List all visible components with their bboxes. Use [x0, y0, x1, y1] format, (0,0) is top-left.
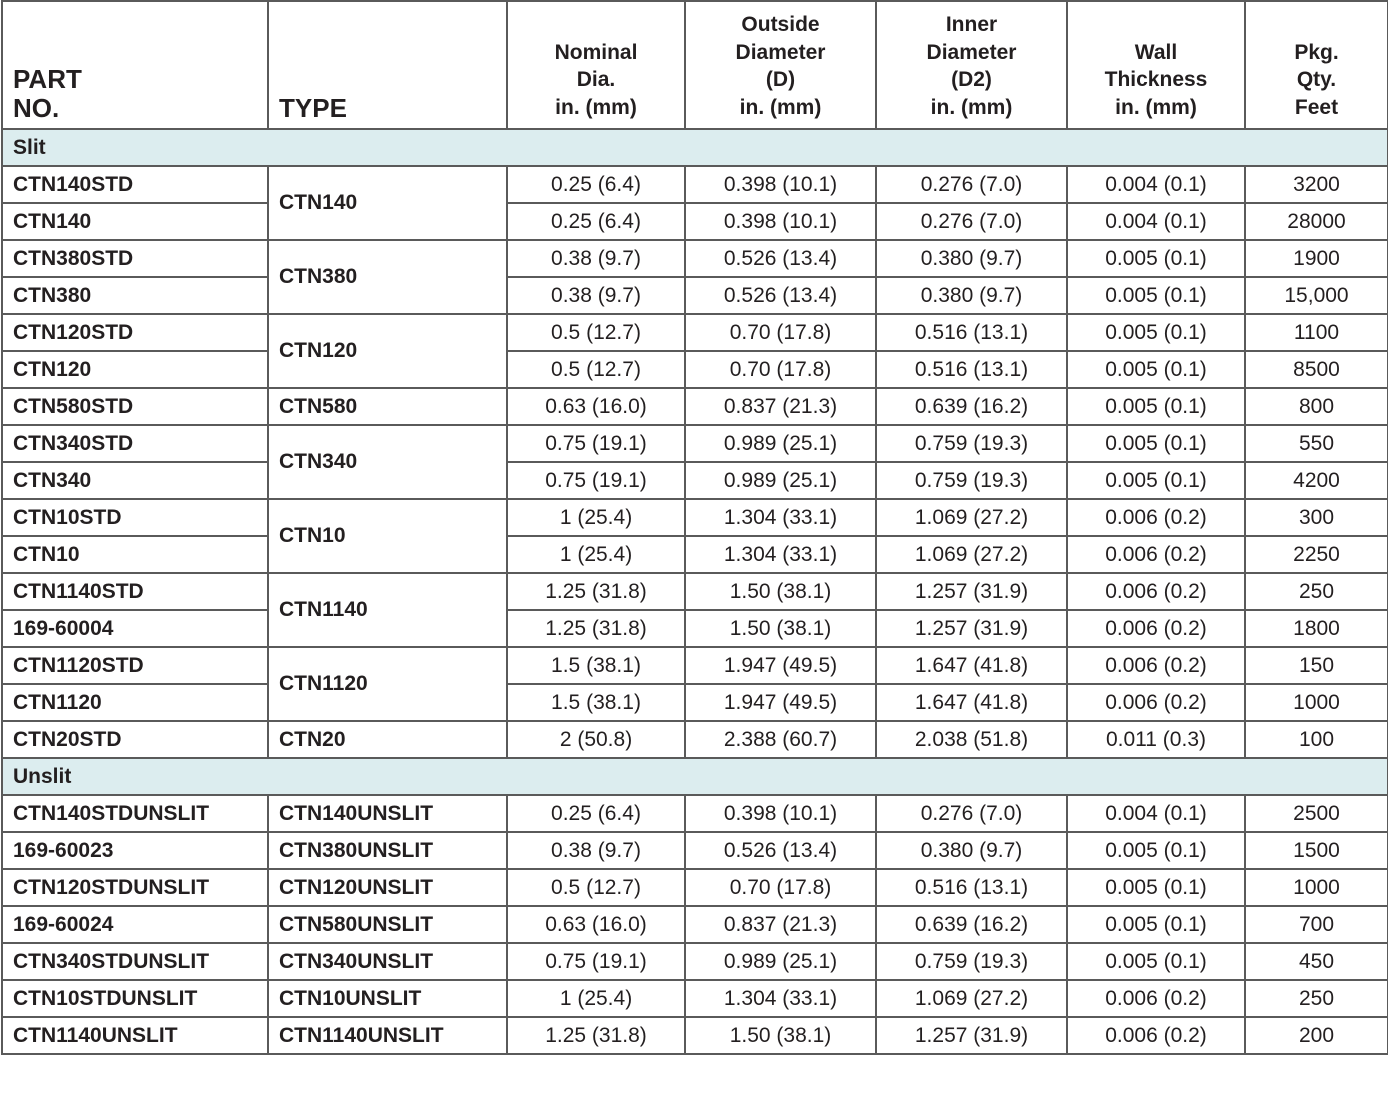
- header-line: (D2): [951, 68, 992, 91]
- header-line: in. (mm): [555, 95, 637, 119]
- part-no-cell: CTN10STDUNSLIT: [2, 980, 268, 1017]
- wall-thickness-cell: 0.011 (0.3): [1067, 721, 1245, 758]
- part-no-cell: CTN20STD: [2, 721, 268, 758]
- part-no-cell: CTN380: [2, 277, 268, 314]
- wall-thickness-cell: 0.005 (0.1): [1067, 277, 1245, 314]
- outside-diameter-cell: 1.304 (33.1): [685, 536, 876, 573]
- nominal-dia-cell: 2 (50.8): [507, 721, 685, 758]
- inner-diameter-cell: 0.759 (19.3): [876, 462, 1067, 499]
- table-body: [2, 129, 1388, 1054]
- outside-diameter-cell: 0.526 (13.4): [685, 240, 876, 277]
- pkg-qty-cell: 550: [1245, 425, 1388, 462]
- pkg-qty-cell: 1800: [1245, 610, 1388, 647]
- type-cell: CTN120UNSLIT: [268, 869, 507, 906]
- part-no-cell: CTN1120: [2, 684, 268, 721]
- pkg-qty-cell: 700: [1245, 906, 1388, 943]
- outside-diameter-cell: 0.526 (13.4): [685, 277, 876, 314]
- inner-diameter-cell: 1.257 (31.9): [876, 573, 1067, 610]
- inner-diameter-cell: 0.516 (13.1): [876, 314, 1067, 351]
- table-row: [2, 314, 1388, 351]
- inner-diameter-cell: 2.038 (51.8): [876, 721, 1067, 758]
- inner-diameter-cell: 0.276 (7.0): [876, 795, 1067, 832]
- type-cell: CTN120: [268, 314, 507, 388]
- part-no-cell: 169-60023: [2, 832, 268, 869]
- header-nominal-dia: [507, 1, 685, 129]
- nominal-dia-cell: 0.25 (6.4): [507, 166, 685, 203]
- part-no-cell: CTN120STD: [2, 314, 268, 351]
- part-no-cell: CTN340: [2, 462, 268, 499]
- wall-thickness-cell: 0.005 (0.1): [1067, 832, 1245, 869]
- header-line: NO.: [13, 93, 60, 123]
- nominal-dia-cell: 0.25 (6.4): [507, 203, 685, 240]
- wall-thickness-cell: 0.005 (0.1): [1067, 906, 1245, 943]
- part-no-cell: CTN140: [2, 203, 268, 240]
- inner-diameter-cell: 0.380 (9.7): [876, 832, 1067, 869]
- table-row: [2, 388, 1388, 425]
- part-no-cell: CTN340STD: [2, 425, 268, 462]
- inner-diameter-cell: 0.639 (16.2): [876, 906, 1067, 943]
- pkg-qty-cell: 1900: [1245, 240, 1388, 277]
- wall-thickness-cell: 0.004 (0.1): [1067, 166, 1245, 203]
- inner-diameter-cell: 1.257 (31.9): [876, 610, 1067, 647]
- header-inner-diameter: [876, 1, 1067, 129]
- part-no-cell: CTN140STD: [2, 166, 268, 203]
- nominal-dia-cell: 1.25 (31.8): [507, 610, 685, 647]
- part-no-cell: CTN140STDUNSLIT: [2, 795, 268, 832]
- table-row: [2, 980, 1388, 1017]
- nominal-dia-cell: 1.5 (38.1): [507, 684, 685, 721]
- header-pkg-qty: [1245, 1, 1388, 129]
- table-row: [2, 166, 1388, 203]
- wall-thickness-cell: 0.006 (0.2): [1067, 573, 1245, 610]
- inner-diameter-cell: 0.516 (13.1): [876, 351, 1067, 388]
- wall-thickness-cell: 0.006 (0.2): [1067, 499, 1245, 536]
- wall-thickness-cell: 0.006 (0.2): [1067, 684, 1245, 721]
- nominal-dia-cell: 0.38 (9.7): [507, 277, 685, 314]
- wall-thickness-cell: 0.004 (0.1): [1067, 795, 1245, 832]
- outside-diameter-cell: 0.70 (17.8): [685, 869, 876, 906]
- inner-diameter-cell: 1.069 (27.2): [876, 499, 1067, 536]
- type-cell: CTN580: [268, 388, 507, 425]
- inner-diameter-cell: 0.516 (13.1): [876, 869, 1067, 906]
- outside-diameter-cell: 1.50 (38.1): [685, 573, 876, 610]
- outside-diameter-cell: 1.304 (33.1): [685, 980, 876, 1017]
- inner-diameter-cell: 0.276 (7.0): [876, 166, 1067, 203]
- wall-thickness-cell: 0.005 (0.1): [1067, 351, 1245, 388]
- outside-diameter-cell: 0.837 (21.3): [685, 388, 876, 425]
- part-no-cell: CTN10: [2, 536, 268, 573]
- header-part-no: [2, 1, 268, 129]
- header-line: Outside: [741, 13, 820, 36]
- header-line: in. (mm): [1115, 95, 1197, 119]
- nominal-dia-cell: 1.25 (31.8): [507, 1017, 685, 1054]
- wall-thickness-cell: 0.005 (0.1): [1067, 425, 1245, 462]
- nominal-dia-cell: 0.75 (19.1): [507, 462, 685, 499]
- header-line: Diameter: [926, 40, 1017, 64]
- nominal-dia-cell: 0.5 (12.7): [507, 314, 685, 351]
- inner-diameter-cell: 0.759 (19.3): [876, 943, 1067, 980]
- section-header-row: [2, 758, 1388, 795]
- pkg-qty-cell: 1100: [1245, 314, 1388, 351]
- pkg-qty-cell: 15,000: [1245, 277, 1388, 314]
- nominal-dia-cell: 0.63 (16.0): [507, 388, 685, 425]
- outside-diameter-cell: 1.304 (33.1): [685, 499, 876, 536]
- outside-diameter-cell: 0.398 (10.1): [685, 203, 876, 240]
- header-type: [268, 1, 507, 129]
- wall-thickness-cell: 0.006 (0.2): [1067, 647, 1245, 684]
- pkg-qty-cell: 1000: [1245, 684, 1388, 721]
- wall-thickness-cell: 0.006 (0.2): [1067, 536, 1245, 573]
- wall-thickness-cell: 0.005 (0.1): [1067, 943, 1245, 980]
- part-no-cell: CTN580STD: [2, 388, 268, 425]
- pkg-qty-cell: 250: [1245, 573, 1388, 610]
- nominal-dia-cell: 1.25 (31.8): [507, 573, 685, 610]
- table-row: [2, 832, 1388, 869]
- inner-diameter-cell: 0.759 (19.3): [876, 425, 1067, 462]
- table-row: [2, 610, 1388, 647]
- pkg-qty-cell: 200: [1245, 1017, 1388, 1054]
- inner-diameter-cell: 0.639 (16.2): [876, 388, 1067, 425]
- table-row: [2, 462, 1388, 499]
- outside-diameter-cell: 0.989 (25.1): [685, 943, 876, 980]
- type-cell: CTN10UNSLIT: [268, 980, 507, 1017]
- pkg-qty-cell: 8500: [1245, 351, 1388, 388]
- wall-thickness-cell: 0.005 (0.1): [1067, 240, 1245, 277]
- wall-thickness-cell: 0.004 (0.1): [1067, 203, 1245, 240]
- outside-diameter-cell: 0.398 (10.1): [685, 166, 876, 203]
- type-cell: CTN340: [268, 425, 507, 499]
- nominal-dia-cell: 0.38 (9.7): [507, 240, 685, 277]
- type-cell: CTN1120: [268, 647, 507, 721]
- table-row: [2, 277, 1388, 314]
- part-no-cell: CTN1120STD: [2, 647, 268, 684]
- header-line: (D): [765, 68, 796, 91]
- nominal-dia-cell: 0.38 (9.7): [507, 832, 685, 869]
- nominal-dia-cell: 0.75 (19.1): [507, 943, 685, 980]
- table-row: [2, 943, 1388, 980]
- pkg-qty-cell: 2250: [1245, 536, 1388, 573]
- nominal-dia-cell: 1 (25.4): [507, 536, 685, 573]
- table-row: [2, 906, 1388, 943]
- header-line: Nominal: [554, 40, 638, 64]
- type-cell: CTN140UNSLIT: [268, 795, 507, 832]
- header-wall-thickness: [1067, 1, 1245, 129]
- pkg-qty-cell: 450: [1245, 943, 1388, 980]
- type-cell: CTN140: [268, 166, 507, 240]
- header-outside-diameter: [685, 1, 876, 129]
- section-label: Slit: [2, 129, 1388, 166]
- outside-diameter-cell: 1.50 (38.1): [685, 1017, 876, 1054]
- header-line: PART: [13, 64, 82, 94]
- pkg-qty-cell: 100: [1245, 721, 1388, 758]
- inner-diameter-cell: 1.069 (27.2): [876, 980, 1067, 1017]
- outside-diameter-cell: 0.70 (17.8): [685, 314, 876, 351]
- outside-diameter-cell: 2.388 (60.7): [685, 721, 876, 758]
- table-row: [2, 425, 1388, 462]
- part-no-cell: CTN380STD: [2, 240, 268, 277]
- table-row: [2, 499, 1388, 536]
- header-line: TYPE: [279, 93, 347, 123]
- wall-thickness-cell: 0.005 (0.1): [1067, 869, 1245, 906]
- type-cell: CTN1140: [268, 573, 507, 647]
- pkg-qty-cell: 300: [1245, 499, 1388, 536]
- header-line: Diameter: [735, 40, 826, 64]
- outside-diameter-cell: 0.398 (10.1): [685, 795, 876, 832]
- part-no-cell: 169-60004: [2, 610, 268, 647]
- outside-diameter-cell: 0.989 (25.1): [685, 462, 876, 499]
- header-line: Wall: [1134, 40, 1178, 64]
- type-cell: CTN580UNSLIT: [268, 906, 507, 943]
- type-cell: CTN1140UNSLIT: [268, 1017, 507, 1054]
- table-row: [2, 684, 1388, 721]
- table-row: [2, 721, 1388, 758]
- part-no-cell: CTN10STD: [2, 499, 268, 536]
- section-header-row: [2, 129, 1388, 166]
- header-row: [2, 1, 1388, 129]
- table-row: [2, 351, 1388, 388]
- outside-diameter-cell: 1.947 (49.5): [685, 647, 876, 684]
- part-no-cell: CTN120STDUNSLIT: [2, 869, 268, 906]
- outside-diameter-cell: 0.526 (13.4): [685, 832, 876, 869]
- nominal-dia-cell: 0.5 (12.7): [507, 351, 685, 388]
- type-cell: CTN20: [268, 721, 507, 758]
- inner-diameter-cell: 1.647 (41.8): [876, 684, 1067, 721]
- header-line: in. (mm): [739, 95, 822, 119]
- table-row: [2, 536, 1388, 573]
- part-no-cell: CTN120: [2, 351, 268, 388]
- pkg-qty-cell: 150: [1245, 647, 1388, 684]
- outside-diameter-cell: 0.70 (17.8): [685, 351, 876, 388]
- part-no-cell: 169-60024: [2, 906, 268, 943]
- header-line: in. (mm): [930, 95, 1013, 119]
- inner-diameter-cell: 1.257 (31.9): [876, 1017, 1067, 1054]
- inner-diameter-cell: 0.380 (9.7): [876, 277, 1067, 314]
- pkg-qty-cell: 2500: [1245, 795, 1388, 832]
- type-cell: CTN380UNSLIT: [268, 832, 507, 869]
- type-cell: CTN340UNSLIT: [268, 943, 507, 980]
- pkg-qty-cell: 4200: [1245, 462, 1388, 499]
- table-row: [2, 647, 1388, 684]
- section-label: Unslit: [2, 758, 1388, 795]
- table-row: [2, 869, 1388, 906]
- header-line: Feet: [1294, 95, 1339, 119]
- header-line: Inner: [945, 13, 998, 36]
- inner-diameter-cell: 0.380 (9.7): [876, 240, 1067, 277]
- wall-thickness-cell: 0.005 (0.1): [1067, 388, 1245, 425]
- nominal-dia-cell: 0.5 (12.7): [507, 869, 685, 906]
- inner-diameter-cell: 0.276 (7.0): [876, 203, 1067, 240]
- part-no-cell: CTN1140STD: [2, 573, 268, 610]
- pkg-qty-cell: 800: [1245, 388, 1388, 425]
- header-line: Dia.: [576, 68, 616, 91]
- pkg-qty-cell: 250: [1245, 980, 1388, 1017]
- header-line: Pkg.: [1294, 40, 1339, 64]
- nominal-dia-cell: 0.63 (16.0): [507, 906, 685, 943]
- pkg-qty-cell: 1500: [1245, 832, 1388, 869]
- wall-thickness-cell: 0.006 (0.2): [1067, 1017, 1245, 1054]
- nominal-dia-cell: 1 (25.4): [507, 980, 685, 1017]
- part-no-cell: CTN1140UNSLIT: [2, 1017, 268, 1054]
- outside-diameter-cell: 1.50 (38.1): [685, 610, 876, 647]
- pkg-qty-cell: 1000: [1245, 869, 1388, 906]
- nominal-dia-cell: 1.5 (38.1): [507, 647, 685, 684]
- nominal-dia-cell: 1 (25.4): [507, 499, 685, 536]
- type-cell: CTN380: [268, 240, 507, 314]
- table-row: [2, 795, 1388, 832]
- table-row: [2, 573, 1388, 610]
- product-spec-table: [1, 0, 1388, 1055]
- outside-diameter-cell: 0.837 (21.3): [685, 906, 876, 943]
- pkg-qty-cell: 3200: [1245, 166, 1388, 203]
- wall-thickness-cell: 0.006 (0.2): [1067, 610, 1245, 647]
- nominal-dia-cell: 0.25 (6.4): [507, 795, 685, 832]
- type-cell: CTN10: [268, 499, 507, 573]
- header-line: Thickness: [1104, 68, 1208, 91]
- table-row: [2, 203, 1388, 240]
- header-line: Qty.: [1296, 68, 1337, 91]
- wall-thickness-cell: 0.005 (0.1): [1067, 314, 1245, 351]
- inner-diameter-cell: 1.069 (27.2): [876, 536, 1067, 573]
- table-row: [2, 240, 1388, 277]
- inner-diameter-cell: 1.647 (41.8): [876, 647, 1067, 684]
- part-no-cell: CTN340STDUNSLIT: [2, 943, 268, 980]
- outside-diameter-cell: 1.947 (49.5): [685, 684, 876, 721]
- pkg-qty-cell: 28000: [1245, 203, 1388, 240]
- nominal-dia-cell: 0.75 (19.1): [507, 425, 685, 462]
- outside-diameter-cell: 0.989 (25.1): [685, 425, 876, 462]
- table-row: [2, 1017, 1388, 1054]
- wall-thickness-cell: 0.005 (0.1): [1067, 462, 1245, 499]
- wall-thickness-cell: 0.006 (0.2): [1067, 980, 1245, 1017]
